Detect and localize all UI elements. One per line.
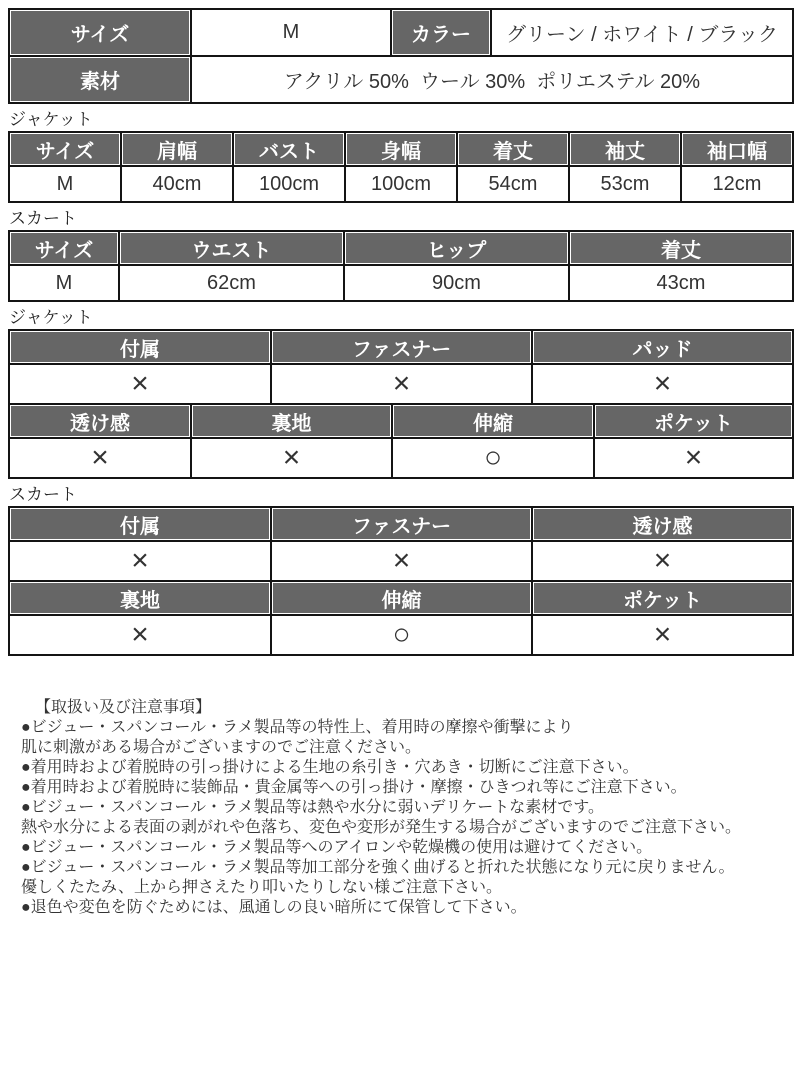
note-line: ●ビジュー・スパンコール・ラメ製品等の特性上、着用時の摩擦や衝撃により: [21, 719, 574, 736]
note-line: ●着用時および着脱時の引っ掛けによる生地の糸引き・穴あき・切断にご注意下さい。: [21, 759, 639, 776]
material-value-cell: アクリル 50% ウール 30% ポリエステル 20%: [191, 56, 793, 103]
note-line: 優しくたたみ、上から押さえたり叩いたりしない様ご注意下さい。: [21, 879, 502, 896]
jacket-pad-value: ×: [532, 364, 793, 404]
jacket-stretch-value: ○: [392, 438, 594, 478]
section-label-skirt-size: スカート: [9, 209, 77, 228]
jacket-shoulder-value: 40cm: [121, 166, 233, 202]
jacket-pocket-value: ×: [594, 438, 793, 478]
jacket-cuff-header: 袖口幅: [681, 132, 793, 166]
skirt-waist-header: ウエスト: [119, 231, 344, 265]
skirt-size-header-row: [9, 231, 793, 265]
skirt-sheer-value: ×: [532, 541, 793, 581]
skirt-features-value-row-1: [9, 541, 793, 581]
jacket-size-col-header: サイズ: [9, 132, 121, 166]
jacket-size-value-row: [9, 166, 793, 202]
skirt-accessory-value: ×: [9, 541, 271, 581]
skirt-features-header-row-1: [9, 507, 793, 541]
jacket-zipper-value: ×: [271, 364, 532, 404]
skirt-size-value: M: [9, 265, 119, 301]
skirt-size-table: [8, 230, 794, 302]
jacket-size-value: M: [9, 166, 121, 202]
skirt-pocket-value: ×: [532, 615, 793, 655]
jacket-bust-value: 100cm: [233, 166, 345, 202]
skirt-zipper-value: ×: [271, 541, 532, 581]
section-label-jacket-features: ジャケット: [9, 308, 93, 327]
jacket-lining-header: 裏地: [191, 404, 392, 438]
section-label-skirt-features: スカート: [9, 485, 77, 504]
jacket-bust-header: バスト: [233, 132, 345, 166]
jacket-width-value: 100cm: [345, 166, 457, 202]
jacket-cuff-value: 12cm: [681, 166, 793, 202]
skirt-size-value-row: [9, 265, 793, 301]
jacket-sheer-header: 透け感: [9, 404, 191, 438]
skirt-features-header-row-2: [9, 581, 793, 615]
skirt-length-value: 43cm: [569, 265, 793, 301]
spec-row-size-color: [9, 9, 793, 56]
skirt-features-table-top: [8, 506, 794, 582]
jacket-sleeve-value: 53cm: [569, 166, 681, 202]
jacket-features-value-row-2: [9, 438, 793, 478]
skirt-hip-header: ヒップ: [344, 231, 569, 265]
jacket-accessory-header: 付属: [9, 330, 271, 364]
note-line: ●退色や変色を防ぐためには、風通しの良い暗所にて保管して下さい。: [21, 899, 527, 916]
jacket-accessory-value: ×: [9, 364, 271, 404]
jacket-pocket-header: ポケット: [594, 404, 793, 438]
skirt-size-col-header: サイズ: [9, 231, 119, 265]
jacket-sleeve-header: 袖丈: [569, 132, 681, 166]
skirt-waist-value: 62cm: [119, 265, 344, 301]
spec-row-material: [9, 56, 793, 103]
note-line: ●ビジュー・スパンコール・ラメ製品等は熱や水分に弱いデリケートな素材です。: [21, 799, 604, 816]
jacket-shoulder-header: 肩幅: [121, 132, 233, 166]
color-header-cell: カラー: [391, 9, 491, 56]
skirt-sheer-header: 透け感: [532, 507, 793, 541]
size-header-cell: サイズ: [9, 9, 191, 56]
jacket-size-table: [8, 131, 794, 203]
size-value-cell: M: [191, 9, 391, 56]
jacket-zipper-header: ファスナー: [271, 330, 532, 364]
skirt-features-value-row-2: [9, 615, 793, 655]
jacket-sheer-value: ×: [9, 438, 191, 478]
skirt-stretch-value: ○: [271, 615, 532, 655]
care-notes: [8, 698, 792, 918]
spec-table: [8, 8, 794, 104]
jacket-features-table-top: [8, 329, 794, 405]
note-line: ●ビジュー・スパンコール・ラメ製品等へのアイロンや乾燥機の使用は避けてください。: [21, 839, 653, 856]
jacket-lining-value: ×: [191, 438, 392, 478]
skirt-lining-value: ×: [9, 615, 271, 655]
skirt-lining-header: 裏地: [9, 581, 271, 615]
jacket-pad-header: パッド: [532, 330, 793, 364]
note-line: 熱や水分による表面の剥がれや色落ち、変色や変形が発生する場合がございますのでご注意下さい。: [21, 819, 742, 836]
jacket-features-value-row-1: [9, 364, 793, 404]
jacket-features-header-row-2: [9, 404, 793, 438]
skirt-stretch-header: 伸縮: [271, 581, 532, 615]
jacket-length-header: 着丈: [457, 132, 569, 166]
jacket-length-value: 54cm: [457, 166, 569, 202]
skirt-zipper-header: ファスナー: [271, 507, 532, 541]
jacket-features-header-row-1: [9, 330, 793, 364]
note-line: 肌に刺激がある場合がございますのでご注意ください。: [21, 739, 422, 756]
color-value-cell: グリーン / ホワイト / ブラック: [491, 9, 793, 56]
note-line: ●着用時および着脱時に装飾品・貴金属等への引っ掛け・摩擦・ひきつれ等にご注意下さい。: [21, 779, 687, 796]
skirt-features-table-bottom: [8, 580, 794, 656]
section-label-jacket-size: ジャケット: [9, 110, 93, 129]
jacket-size-header-row: [9, 132, 793, 166]
skirt-pocket-header: ポケット: [532, 581, 793, 615]
skirt-length-header: 着丈: [569, 231, 793, 265]
jacket-width-header: 身幅: [345, 132, 457, 166]
skirt-accessory-header: 付属: [9, 507, 271, 541]
jacket-features-table-bottom: [8, 403, 794, 479]
skirt-hip-value: 90cm: [344, 265, 569, 301]
care-notes-title: 【取扱い及び注意事項】: [35, 699, 212, 716]
note-line: ●ビジュー・スパンコール・ラメ製品等加工部分を強く曲げると折れた状態になり元に戻りません。: [21, 859, 735, 876]
material-header-cell: 素材: [9, 56, 191, 103]
jacket-stretch-header: 伸縮: [392, 404, 594, 438]
